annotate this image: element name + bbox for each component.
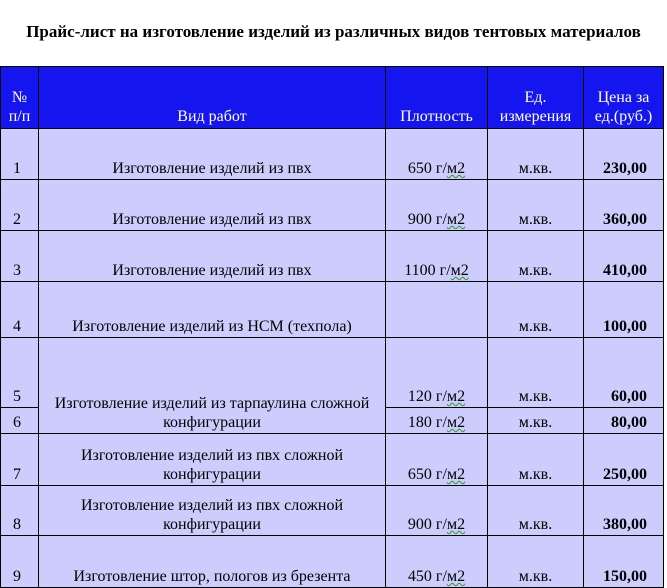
row-price: 150,00 [584, 536, 664, 588]
header-work: Вид работ [39, 67, 386, 129]
row-price: 410,00 [584, 231, 664, 282]
table-row [1, 338, 664, 408]
density-value: 900 г/ [407, 516, 447, 533]
row-unit: м.кв. [488, 486, 584, 536]
header-row [1, 67, 664, 129]
row-work: Изготовление изделий из тарпаулина сложной конфигурации [39, 338, 386, 434]
row-density [386, 129, 488, 180]
row-price: 80,00 [584, 408, 664, 434]
header-num: № п/п [1, 67, 39, 129]
density-value: 180 г/ [407, 414, 447, 431]
table-row [1, 434, 664, 486]
row-unit: м.кв. [488, 180, 584, 231]
density-value: 650 г/ [407, 466, 447, 483]
row-num: 6 [1, 408, 39, 434]
row-work: Изготовление изделий из пвх сложной конфигурации [39, 434, 386, 486]
row-unit: м.кв. [488, 536, 584, 588]
density-value: 450 г/ [407, 568, 447, 585]
row-density [386, 486, 488, 536]
density-unit: м2 [450, 262, 469, 279]
row-unit: м.кв. [488, 231, 584, 282]
row-price: 380,00 [584, 486, 664, 536]
row-num: 1 [1, 129, 39, 180]
density-unit: м2 [446, 211, 466, 228]
row-price: 60,00 [584, 338, 664, 408]
table-row [1, 180, 664, 231]
row-work: Изготовление изделий из пвх сложной конфигурации [39, 486, 386, 536]
row-price: 360,00 [584, 180, 664, 231]
row-work: Изготовление изделий из пвх [39, 231, 386, 282]
row-density [386, 408, 488, 434]
row-unit: м.кв. [488, 408, 584, 434]
table-row [1, 129, 664, 180]
row-num: 8 [1, 486, 39, 536]
row-unit: м.кв. [488, 129, 584, 180]
table-row [1, 282, 664, 338]
density-value: 1100 г/ [404, 262, 451, 279]
header-price: Цена за ед.(руб.) [584, 67, 664, 129]
row-work: Изготовление изделий из пвх [39, 129, 386, 180]
table-row [1, 486, 664, 536]
row-unit: м.кв. [488, 338, 584, 408]
density-unit: м2 [446, 388, 466, 405]
density-unit: м2 [446, 466, 466, 483]
row-work: Изготовление изделий из НСМ (техпола) [39, 282, 386, 338]
row-density [386, 536, 488, 588]
density-unit: м2 [446, 160, 466, 177]
row-density [386, 434, 488, 486]
row-price: 250,00 [584, 434, 664, 486]
price-table [0, 66, 664, 588]
row-num: 4 [1, 282, 39, 338]
row-num: 3 [1, 231, 39, 282]
row-num: 2 [1, 180, 39, 231]
row-num: 7 [1, 434, 39, 486]
row-work: Изготовление изделий из пвх [39, 180, 386, 231]
row-unit: м.кв. [488, 434, 584, 486]
density-unit: м2 [446, 568, 466, 585]
row-density [386, 338, 488, 408]
row-num: 5 [1, 338, 39, 408]
row-price: 230,00 [584, 129, 664, 180]
density-unit: м2 [446, 516, 466, 533]
table-row [1, 231, 664, 282]
density-value: 650 г/ [407, 160, 447, 177]
header-unit: Ед. измерения [488, 67, 584, 129]
row-work: Изготовление штор, пологов из брезента [39, 536, 386, 588]
row-density [386, 231, 488, 282]
page-title: Прайс-лист на изготовление изделий из различных видов тентовых материалов [26, 22, 641, 41]
density-value: 900 г/ [407, 211, 447, 228]
row-num: 9 [1, 536, 39, 588]
row-price: 100,00 [584, 282, 664, 338]
row-density [386, 282, 488, 338]
density-value: 120 г/ [407, 388, 447, 405]
row-unit: м.кв. [488, 282, 584, 338]
table-row [1, 536, 664, 588]
row-density [386, 180, 488, 231]
density-unit: м2 [446, 414, 466, 431]
header-density: Плотность [386, 67, 488, 129]
